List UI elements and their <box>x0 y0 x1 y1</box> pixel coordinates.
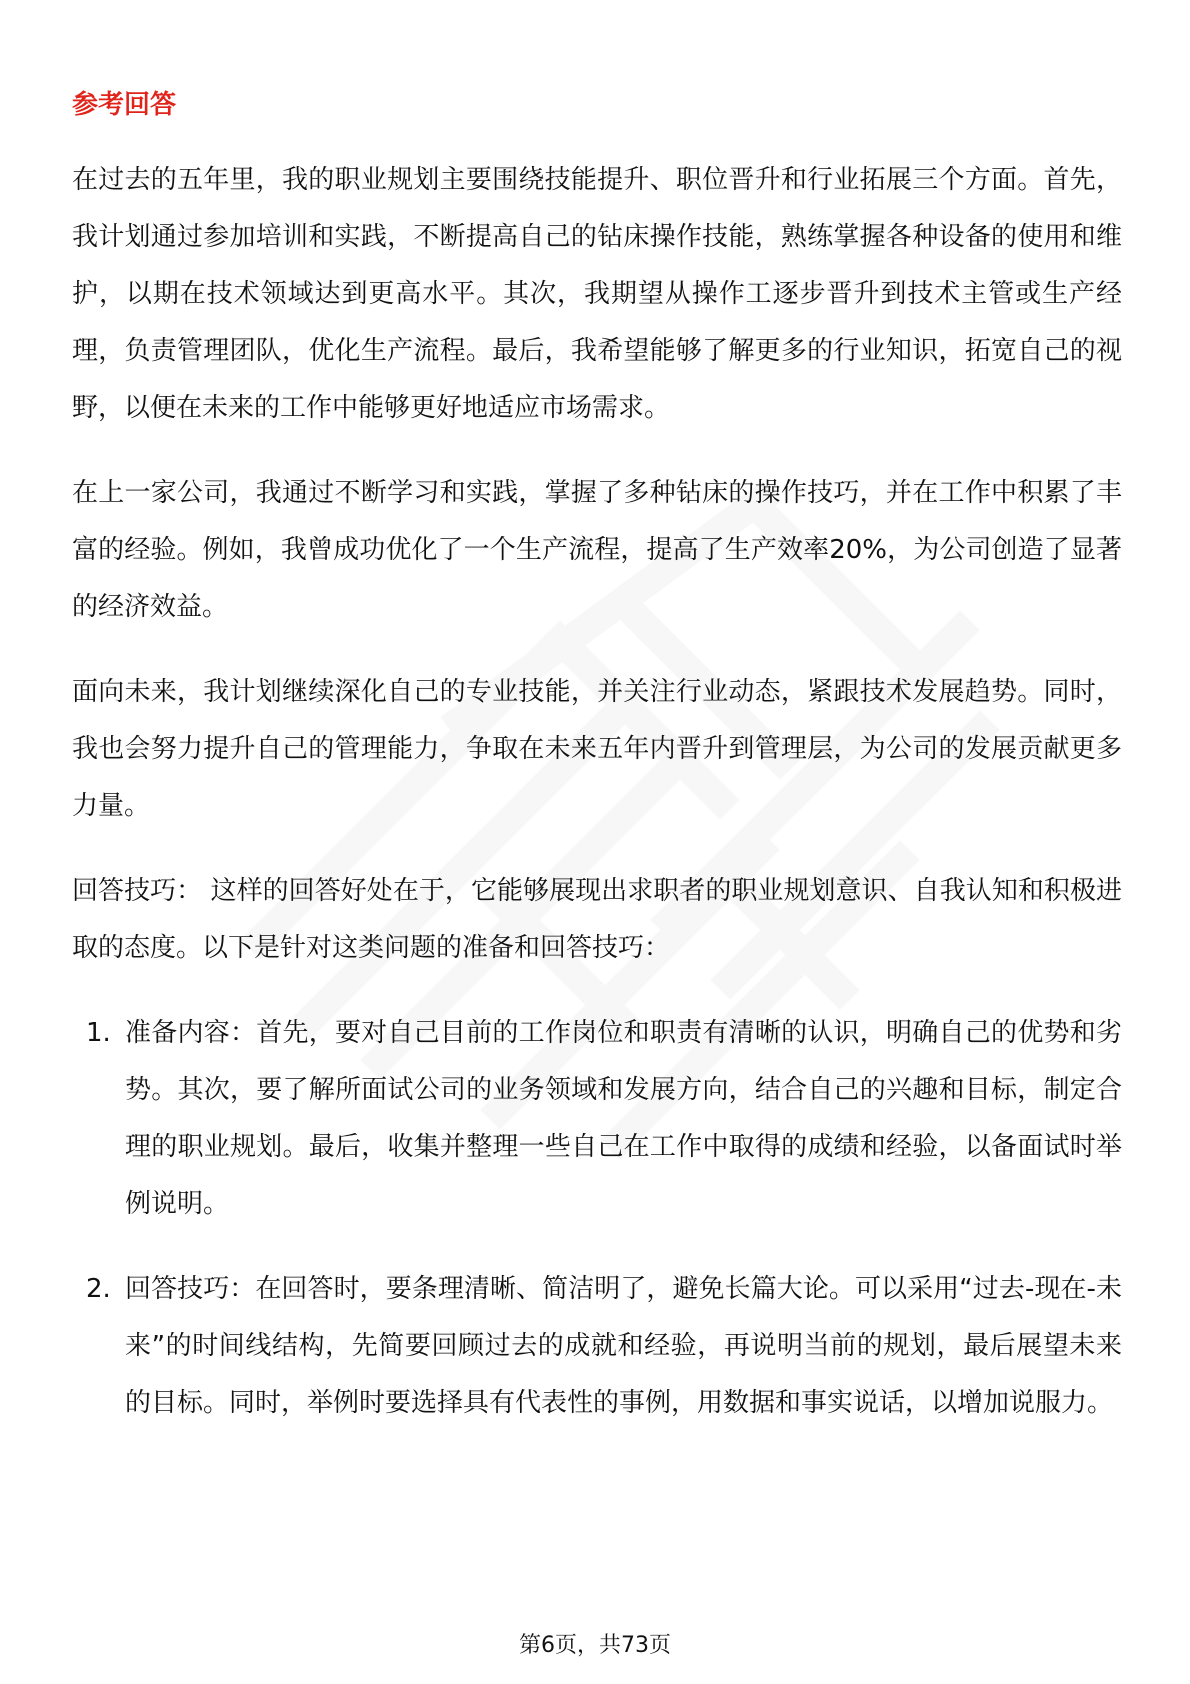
list-item-number: 1. <box>86 1018 111 1048</box>
page-footer: 第6页，共73页 <box>519 1633 671 1658</box>
list-item <box>72 1005 1122 1233</box>
section-title: 参考回答 <box>72 90 177 120</box>
main-content <box>72 88 1122 1460</box>
list-item <box>72 1261 1122 1432</box>
answer-paragraph-3: 面向未来，我计划继续深化自己的专业技能，并关注行业动态，紧跟技术发展趋势。同时，我也会努力提升自己的管理能力，争取在未来五年内晋升到管理层，为公司的发展贡献更多力量。 <box>72 677 1122 821</box>
list-item-number: 2. <box>86 1274 111 1304</box>
answer-paragraph-1: 在过去的五年里，我的职业规划主要围绕技能提升、职位晋升和行业拓展三个方面。首先，我计划通过参加培训和实践，不断提高自己的钻床操作技能，熟练掌握各种设备的使用和维护，以期在技术领域达到更高水平。其次，我期望从操作工逐步晋升到技术主管或生产经理，负责管理团队，优化生产流程。最后，我希望能够了解更多的行业知识，拓宽自己的视野，以便在未来的工作中能够更好地适应市场需求。 <box>72 165 1122 423</box>
tips-intro-paragraph: 回答技巧： 这样的回答好处在于，它能够展现出求职者的职业规划意识、自我认知和积极进取的态度。以下是针对这类问题的准备和回答技巧： <box>72 876 1122 963</box>
answer-paragraph-2: 在上一家公司，我通过不断学习和实践，掌握了多种钻床的操作技巧，并在工作中积累了丰富的经验。例如，我曾成功优化了一个生产流程，提高了生产效率20%，为公司创造了显著的经济效益。 <box>72 478 1122 622</box>
list-item-text: 回答技巧：在回答时，要条理清晰、简洁明了，避免长篇大论。可以采用“过去-现在-未来”的时间线结构，先简要回顾过去的成就和经验，再说明当前的规划，最后展望未来的目标。同时，举例时要选择具有代表性的事例，用数据和事实说话，以增加说服力。 <box>125 1274 1122 1418</box>
list-item-text: 准备内容：首先，要对自己目前的工作岗位和职责有清晰的认识，明确自己的优势和劣势。其次，要了解所面试公司的业务领域和发展方向，结合自己的兴趣和目标，制定合理的职业规划。最后，收集并整理一些自己在工作中取得的成绩和经验，以备面试时举例说明。 <box>125 1018 1122 1219</box>
tips-list <box>72 1005 1122 1432</box>
